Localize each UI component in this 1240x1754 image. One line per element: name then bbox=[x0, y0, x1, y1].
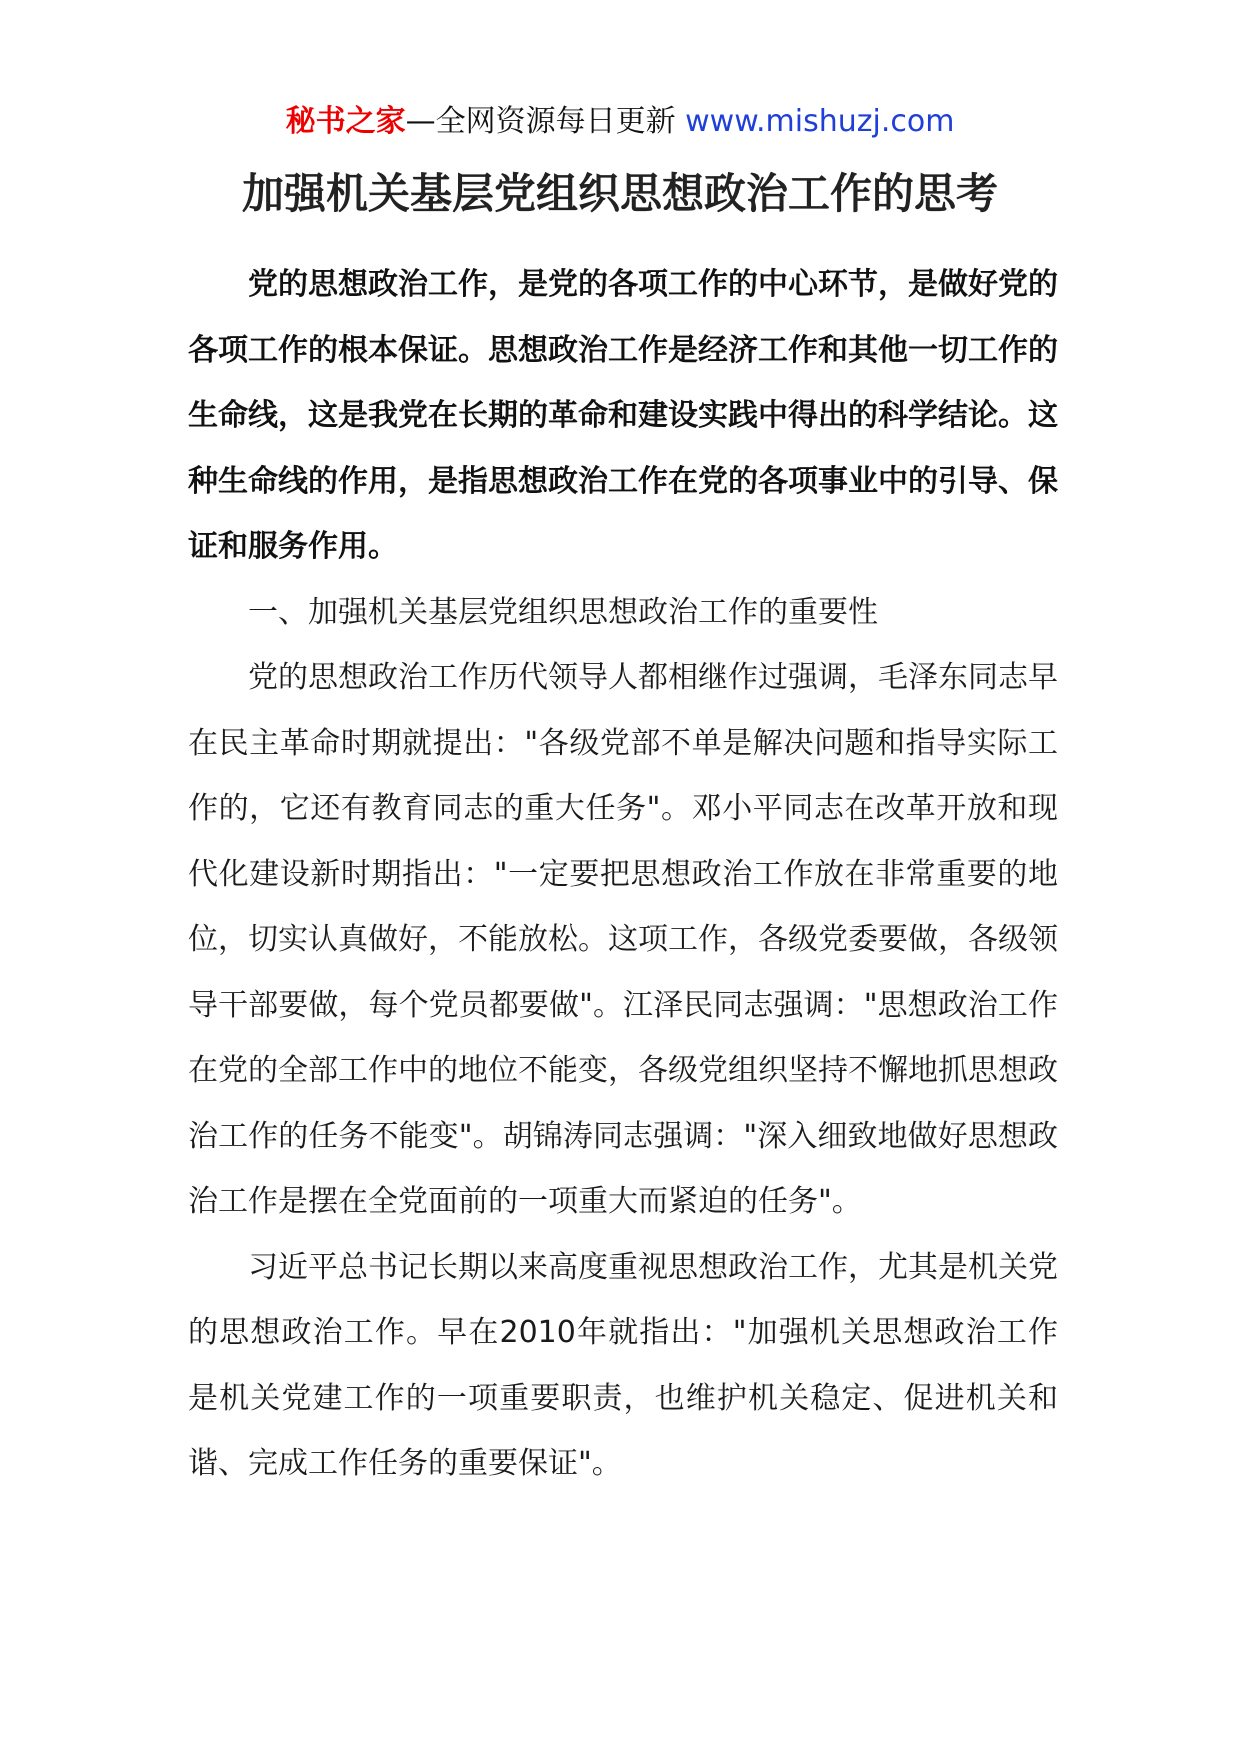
section-heading: 一、加强机关基层党组织思想政治工作的重要性 bbox=[248, 594, 878, 630]
site-tagline: —全网资源每日更新 bbox=[405, 104, 676, 139]
site-url-link[interactable]: www.mishuzj.com bbox=[685, 104, 955, 139]
site-brand: 秘书之家 bbox=[285, 104, 406, 139]
lead-paragraph: 党的思想政治工作，是党的各项工作的中心环节，是做好党的各项工作的根本保证。思想政治工作是经济工作和其他一切工作的生命线，这是我党在长期的革命和建设实践中得出的科学结论。这种生命线的作用，是指思想政治工作在党的各项事业中的引导、保证和服务作用。 bbox=[188, 267, 1058, 564]
body-paragraph: 党的思想政治工作历代领导人都相继作过强调，毛泽东同志早在民主革命时期就提出："各级党部不单是解决问题和指导实际工作的，它还有教育同志的重大任务"。邓小平同志在改革开放和现代化建设新时期指出："一定要把思想政治工作放在非常重要的地位，切实认真做好，不能放松。这项工作，各级党委要做，各级领导干部要做，每个党员都要做"。江泽民同志强调："思想政治工作在党的全部工作中的地位不能变，各级党组织坚持不懈地抓思想政治工作的任务不能变"。胡锦涛同志强调："深入细致地做好思想政治工作是摆在全党面前的一项重大而紧迫的任务"。 bbox=[188, 660, 1058, 1219]
document-body bbox=[188, 252, 1058, 1497]
site-header bbox=[0, 100, 1240, 144]
document-title: 加强机关基层党组织思想政治工作的思考 bbox=[241, 169, 998, 218]
body-paragraph: 习近平总书记长期以来高度重视思想政治工作，尤其是机关党的思想政治工作。早在2010年就指出："加强机关思想政治工作是机关党建工作的一项重要职责，也维护机关稳定、促进机关和谐、完成工作任务的重要保证"。 bbox=[188, 1249, 1058, 1481]
